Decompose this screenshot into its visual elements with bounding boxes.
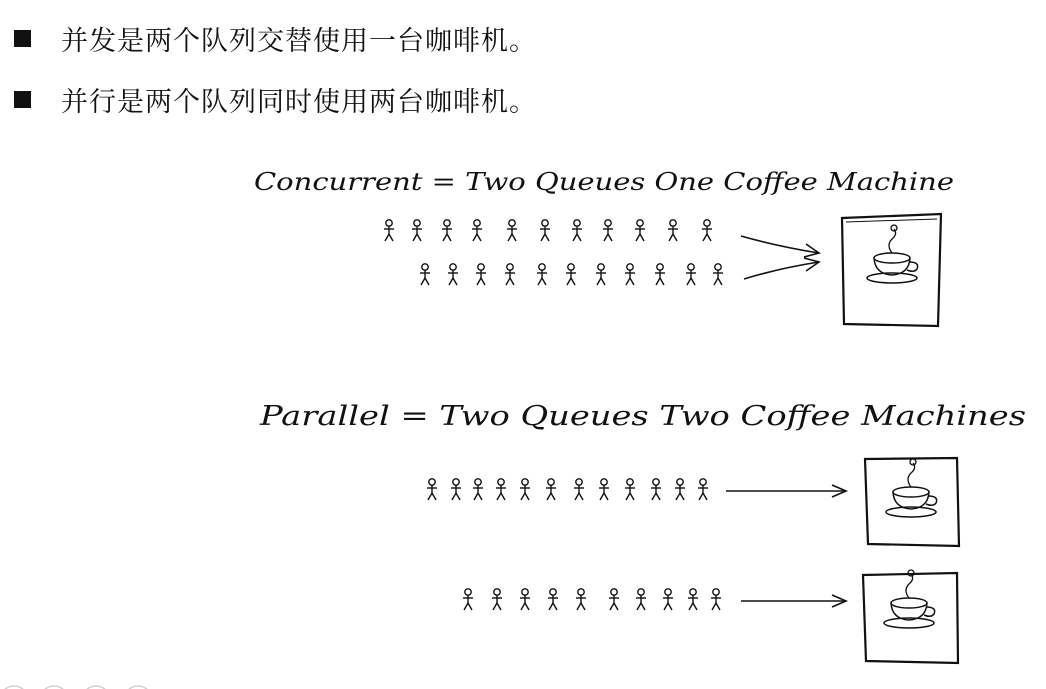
stick-figure-icon — [698, 479, 708, 500]
stick-figure-icon — [688, 589, 698, 610]
stick-figure-icon — [711, 589, 721, 610]
stick-figure-icon — [537, 264, 547, 285]
stick-figure-icon — [668, 220, 678, 241]
coffee-machine-icon — [863, 570, 958, 663]
parallel-caption: Parallel = Two Queues Two Coffee Machines — [258, 401, 1026, 432]
stick-figure-icon — [655, 264, 665, 285]
queue-1-parallel — [427, 479, 708, 500]
coffee-cup-icon — [886, 459, 937, 517]
stick-figure-icon — [472, 220, 482, 241]
stick-figure-icon — [540, 220, 550, 241]
stick-figure-icon — [442, 220, 452, 241]
stick-figure-icon — [609, 589, 619, 610]
queue-2-parallel — [463, 589, 721, 610]
coffee-machine-icon — [842, 214, 941, 326]
coffee-cup-icon — [867, 225, 918, 283]
stick-figure-icon — [635, 220, 645, 241]
stick-figure-icon — [603, 220, 613, 241]
stick-figure-icon — [463, 589, 473, 610]
bullet-text: 并行是两个队列同时使用两台咖啡机。 — [61, 86, 537, 118]
stick-figure-icon — [420, 264, 430, 285]
stick-figure-icon — [507, 220, 517, 241]
arrow-icon — [726, 485, 846, 497]
stick-figure-icon — [520, 589, 530, 610]
stick-figure-icon — [599, 479, 609, 500]
queue-1-concurrent — [384, 220, 712, 241]
stick-figure-icon — [675, 479, 685, 500]
stick-figure-icon — [636, 589, 646, 610]
stick-figure-icon — [548, 589, 558, 610]
coffee-machine-icon — [865, 458, 959, 546]
stick-figure-icon — [651, 479, 661, 500]
stick-figure-icon — [496, 479, 506, 500]
stick-figure-icon — [505, 264, 515, 285]
stick-figure-icon — [412, 220, 422, 241]
stick-figure-icon — [702, 220, 712, 241]
stick-figure-icon — [427, 479, 437, 500]
stick-figure-icon — [546, 479, 556, 500]
stick-figure-icon — [473, 479, 483, 500]
stick-figure-icon — [520, 479, 530, 500]
stick-figure-icon — [566, 264, 576, 285]
stick-figure-icon — [574, 479, 584, 500]
coffee-cup-icon — [884, 570, 935, 628]
stick-figure-icon — [713, 264, 723, 285]
stick-figure-icon — [572, 220, 582, 241]
stick-figure-icon — [686, 264, 696, 285]
stick-figure-icon — [625, 479, 635, 500]
stick-figure-icon — [384, 220, 394, 241]
stick-figure-icon — [451, 479, 461, 500]
stick-figure-icon — [476, 264, 486, 285]
concurrent-caption: Concurrent = Two Queues One Coffee Machine — [254, 168, 954, 196]
arrow-icon — [741, 236, 819, 257]
stick-figure-icon — [576, 589, 586, 610]
stick-figure-icon — [492, 589, 502, 610]
bullet-text: 并发是两个队列交替使用一台咖啡机。 — [61, 25, 537, 57]
arrow-icon — [744, 258, 819, 279]
stick-figure-icon — [448, 264, 458, 285]
queue-2-concurrent — [420, 264, 723, 285]
stick-figure-icon — [596, 264, 606, 285]
stick-figure-icon — [663, 589, 673, 610]
stick-figure-icon — [625, 264, 635, 285]
arrow-icon — [741, 595, 846, 607]
